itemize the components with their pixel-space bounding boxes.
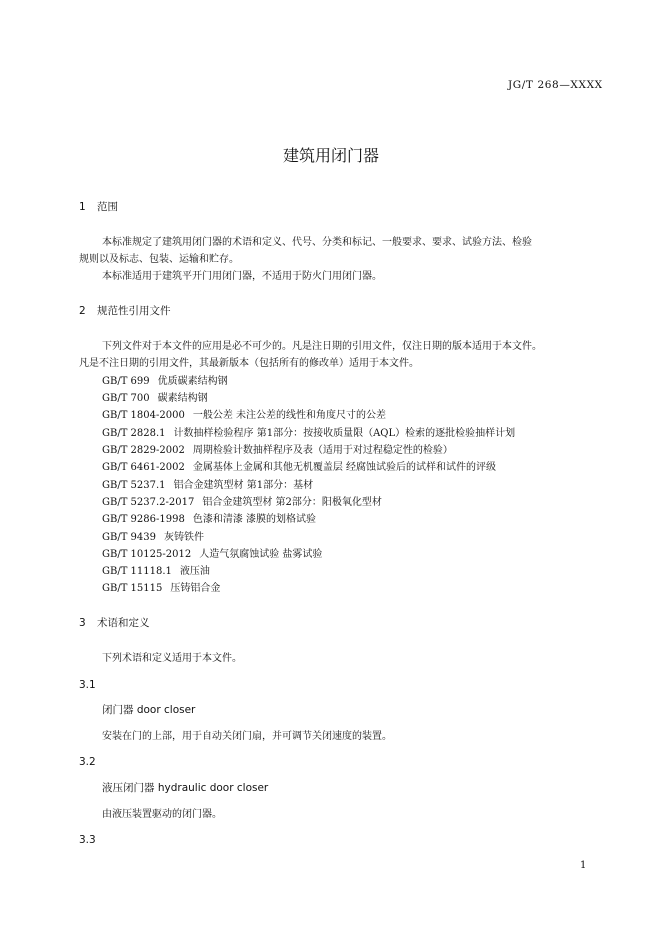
term-name: 液压闭门器 hydraulic door closer [102, 782, 269, 794]
term-definition: 安装在门的上部，用于自动关闭门扇，并可调节关闭速度的装置。 [102, 731, 392, 742]
section-2-heading [79, 305, 171, 318]
reference-title: 碳素结构钢 [157, 393, 208, 404]
section-number: 3 [79, 617, 86, 629]
reference-code: GB/T 5237.2-2017 [102, 497, 195, 508]
reference-code: GB/T 699 [102, 376, 150, 387]
reference-title: 周期检验计数抽样程序及表（适用于对过程稳定性的检验） [192, 445, 453, 456]
reference-item [102, 513, 316, 526]
reference-title: 一般公差 未注公差的线性和角度尺寸的公差 [192, 410, 387, 421]
reference-item [102, 427, 515, 440]
document-title: 建筑用闭门器 [282, 146, 379, 165]
section-title: 术语和定义 [97, 617, 150, 629]
reference-item [102, 461, 496, 474]
reference-item [102, 375, 228, 388]
reference-title: 色漆和清漆 漆膜的划格试验 [192, 514, 317, 525]
reference-item [102, 531, 204, 544]
reference-code: GB/T 5237.1 [102, 480, 166, 491]
section-title: 范围 [97, 201, 118, 213]
standard-number: JG/T 268—XXXX [508, 79, 603, 91]
section-title: 规范性引用文件 [97, 305, 171, 317]
reference-code: GB/T 6461-2002 [102, 462, 185, 473]
term-number: 3.2 [79, 756, 96, 768]
paragraph: 规则以及标志、包装、运输和贮存。 [79, 254, 239, 265]
section-3-heading [79, 617, 150, 630]
term-definition: 由液压装置驱动的闭门器。 [102, 809, 222, 820]
paragraph: 下列术语和定义适用于本文件。 [102, 653, 242, 664]
paragraph: 凡是不注日期的引用文件，其最新版本（包括所有的修改单）适用于本文件。 [79, 358, 419, 369]
reference-code: GB/T 15115 [102, 583, 163, 594]
term-number: 3.1 [79, 679, 96, 691]
reference-code: GB/T 10125-2012 [102, 549, 192, 560]
section-1-heading [79, 201, 118, 214]
reference-item [102, 479, 313, 492]
reference-item [102, 582, 220, 595]
reference-item [102, 444, 453, 457]
reference-title: 优质碳素结构钢 [157, 376, 228, 387]
reference-item [102, 392, 208, 405]
reference-code: GB/T 9286-1998 [102, 514, 185, 525]
reference-title: 铝合金建筑型材 第2部分：阳极氧化型材 [202, 497, 382, 508]
section-number: 1 [79, 201, 86, 213]
term-number: 3.3 [79, 834, 96, 846]
section-number: 2 [79, 305, 86, 317]
reference-title: 计数抽样检验程序 第1部分：按接收质量限（AQL）检索的逐批检验抽样计划 [173, 428, 516, 439]
reference-title: 金属基体上金属和其他无机覆盖层 经腐蚀试验后的试样和试件的评级 [192, 462, 497, 473]
reference-code: GB/T 2829-2002 [102, 445, 185, 456]
paragraph: 本标准适用于建筑平开门用闭门器，不适用于防火门用闭门器。 [102, 271, 382, 282]
reference-title: 压铸铝合金 [170, 583, 221, 594]
reference-code: GB/T 9439 [102, 532, 157, 543]
reference-title: 人造气氛腐蚀试验 盐雾试验 [199, 549, 323, 560]
reference-item [102, 548, 322, 561]
reference-title: 铝合金建筑型材 第1部分：基材 [173, 480, 314, 491]
reference-item [102, 409, 386, 422]
page-number: 1 [580, 860, 587, 871]
paragraph: 下列文件对于本文件的应用是必不可少的。凡是注日期的引用文件，仅注日期的版本适用于本文件。 [102, 341, 542, 352]
reference-title: 液压油 [179, 566, 210, 577]
reference-title: 灰铸铁件 [164, 532, 205, 543]
reference-code: GB/T 700 [102, 393, 150, 404]
reference-item [102, 496, 382, 509]
reference-code: GB/T 11118.1 [102, 566, 172, 577]
reference-code: GB/T 2828.1 [102, 428, 166, 439]
term-name: 闭门器 door closer [102, 704, 196, 716]
reference-item [102, 565, 210, 578]
reference-code: GB/T 1804-2000 [102, 410, 185, 421]
paragraph: 本标准规定了建筑用闭门器的术语和定义、代号、分类和标记、一般要求、要求、试验方法、检验 [102, 237, 532, 248]
